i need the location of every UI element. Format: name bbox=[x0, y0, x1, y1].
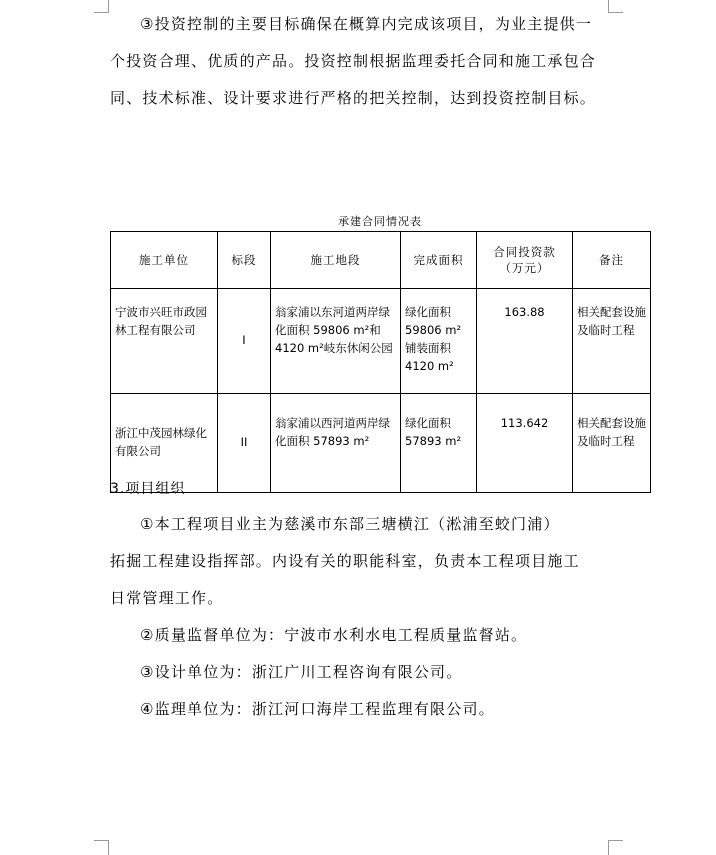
header-remark: 备注 bbox=[573, 232, 651, 289]
header-section: 标段 bbox=[218, 232, 271, 289]
cell-location: 翁家浦以东河道两岸绿化面积 59806 m²和 4120 m²岐东休闲公园 bbox=[271, 289, 401, 394]
cell-area: 绿化面积 57893 m² bbox=[401, 394, 477, 493]
table-row bbox=[111, 394, 651, 493]
header-unit: 施工单位 bbox=[111, 232, 218, 289]
paragraph-line: ④监理单位为：浙江河口海岸工程监理有限公司。 bbox=[140, 700, 495, 718]
table-header-row bbox=[111, 232, 651, 289]
cell-area: 绿化面积 59806 m² 铺装面积 4120 m² bbox=[401, 289, 477, 394]
cell-unit: 浙江中茂园林绿化有限公司 bbox=[111, 394, 218, 493]
table-row bbox=[111, 289, 651, 394]
section-title: 3.项目组织 bbox=[110, 481, 186, 497]
cell-investment: 113.642 bbox=[477, 394, 573, 493]
paragraph-line: ①本工程项目业主为慈溪市东部三塘横江（淞浦至蛟门浦） bbox=[140, 515, 560, 533]
cell-section: II bbox=[218, 394, 271, 493]
cell-investment: 163.88 bbox=[477, 289, 573, 394]
paragraph-line: ②质量监督单位为：宁波市水利水电工程质量监督站。 bbox=[140, 626, 528, 644]
cell-unit: 宁波市兴旺市政园林工程有限公司 bbox=[111, 289, 218, 394]
page-corner-mark bbox=[608, 0, 623, 13]
cell-location: 翁家浦以西河道两岸绿化面积 57893 m² bbox=[271, 394, 401, 493]
table-caption: 承建合同情况表 bbox=[338, 215, 422, 228]
project-organization-paragraphs bbox=[110, 506, 610, 728]
header-area: 完成面积 bbox=[401, 232, 477, 289]
paragraph-line: ③设计单位为：浙江广川工程咨询有限公司。 bbox=[140, 663, 463, 681]
header-location: 施工地段 bbox=[271, 232, 401, 289]
cell-remark: 相关配套设施及临时工程 bbox=[573, 394, 651, 493]
page-corner-mark bbox=[608, 840, 623, 855]
paragraph-line: 拓掘工程建设指挥部。内设有关的职能科室，负责本工程项目施工 bbox=[110, 552, 580, 570]
page-corner-mark bbox=[94, 0, 109, 13]
paragraph-line: 同、技术标准、设计要求进行严格的把关控制，达到投资控制目标。 bbox=[110, 89, 597, 107]
contract-table bbox=[110, 231, 651, 493]
page-corner-mark bbox=[94, 840, 109, 855]
investment-control-paragraph bbox=[110, 6, 610, 117]
paragraph-line: ③投资控制的主要目标确保在概算内完成该项目，为业主提供一 bbox=[140, 15, 593, 33]
cell-remark: 相关配套设施及临时工程 bbox=[573, 289, 651, 394]
header-investment: 合同投资款（万元） bbox=[477, 232, 573, 289]
paragraph-line: 个投资合理、优质的产品。投资控制根据监理委托合同和施工承包合 bbox=[110, 52, 597, 70]
paragraph-line: 日常管理工作。 bbox=[110, 589, 224, 607]
cell-section: I bbox=[218, 289, 271, 394]
